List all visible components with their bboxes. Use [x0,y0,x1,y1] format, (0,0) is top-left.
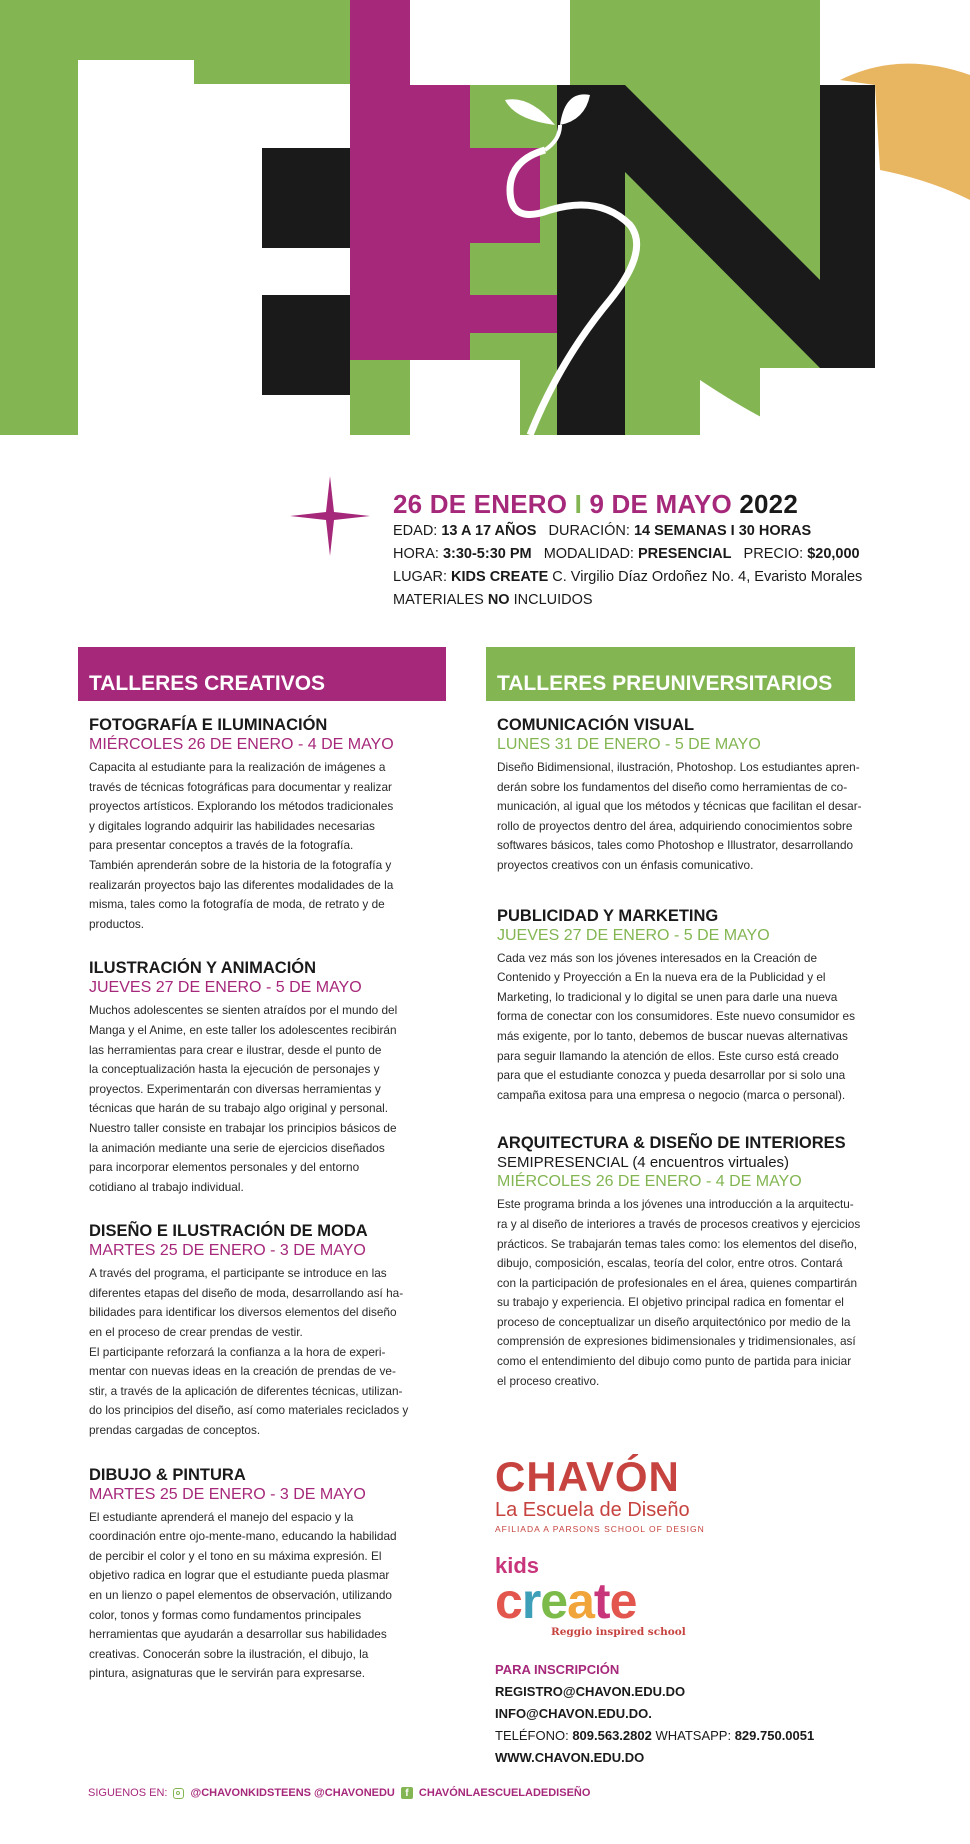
precio-value: $20,000 [807,546,860,562]
date-separator: I [574,489,583,519]
info-row-lugar [393,566,953,589]
social-label: SIGUENOS EN: [88,1787,168,1799]
course-title: ARQUITECTURA & DISEÑO DE INTERIORES [497,1134,846,1153]
talleres-preuniversitarios-header: TALLERES PREUNIVERSITARIOS [486,647,855,701]
inscripcion-title: PARA INSCRIPCIÓN [495,1662,620,1677]
reggio-tagline: Reggio inspired school [551,1626,686,1638]
course-dibujo [89,1465,448,1684]
contact-block [495,1659,814,1769]
course-ilustracion [89,958,448,1197]
website-link[interactable]: WWW.CHAVON.EDU.DO [495,1750,645,1765]
phone-number[interactable]: 809.563.2802 [572,1728,652,1743]
brand-logos [495,1455,705,1639]
course-description: A través del programa, el participante se introduce en las diferentes etapas del diseño de moda, desarrollando así ha- bilidades para identificar los diversos elementos del diseño en el proceso de crear prendas de vestir. El participante reforzará la confianza a la hora de experi- mentar con nuevas ideas en la creación de prendas de ve- stir, a través de la aplicación de diferentes técnicas, utilizan- do los principios del diseño, así como materiales reciclados y prendas cargadas de conceptos. [89,1266,409,1438]
date-start: 26 DE ENERO [393,489,568,519]
course-schedule: MIÉRCOLES 26 DE ENERO - 4 DE MAYO [89,736,394,753]
course-schedule: MARTES 25 DE ENERO - 3 DE MAYO [89,1242,366,1260]
chavon-affiliation: AFILIADA A PARSONS SCHOOL OF DESIGN [495,1524,705,1534]
info-row-hora [393,543,953,566]
talleres-creativos-header: TALLERES CREATIVOS [78,647,446,701]
facebook-handle[interactable]: CHAVÓNLAESCUELADEDISEÑO [418,1787,591,1799]
precio-label: PRECIO: [743,546,804,562]
instagram-handles[interactable]: @CHAVONKIDSTEENS @CHAVONEDU [190,1787,395,1799]
course-schedule: LUNES 31 DE ENERO - 5 DE MAYO [497,736,761,753]
teens-letters-art [0,0,970,435]
date-end: 9 DE MAYO [589,489,732,519]
course-arquitectura [497,1133,911,1391]
course-title: PUBLICIDAD Y MARKETING [497,906,719,925]
modalidad-value: PRESENCIAL [637,546,732,562]
course-publicidad [497,906,911,1106]
course-title: DIBUJO & PINTURA [89,1465,246,1484]
hero-teens-graphic [0,0,970,435]
course-title: COMUNICACIÓN VISUAL [497,716,695,734]
sparkle-star-icon [290,476,370,556]
course-schedule: JUEVES 27 DE ENERO - 5 DE MAYO [497,926,770,944]
email-registro-link[interactable]: REGISTRO@CHAVON.EDU.DO [495,1684,686,1699]
edad-value: 13 A 17 AÑOS [441,523,537,539]
course-description: Muchos adolescentes se sienten atraídos por el mundo del Manga y el Anime, en este taller los adolescentes recibirán las herramientas para crear e ilustrar, desde el punto de la conceptualización hasta la ejecución de personajes y proyectos. Experimentarán con diversas herramientas y técnicas que harán de su trabajo algo original y personal. Nuestro taller consiste en trabajar los principios básicos de la animación mediante una serie de ejercicios diseñados para incorporar elementos personales y del entorno cotidiano al trabajo individual. [89,1003,398,1194]
whatsapp-label: WHATSAPP: [655,1728,732,1743]
course-description: Capacita al estudiante para la realización de imágenes a través de técnicas fotográficas para documentar y realizar proyectos artísticos. Explorando los métodos tradicionales y digitales logrando adquirir las habilidades necesarias para presentar conceptos a través de la fotografía. También aprenderán sobre de la historia de la fotografía y realizarán proyectos bajo las diferentes modalidades de la misma, tales como la fotografía de moda, de retrato y de productos. [89,760,394,931]
chavon-logo: CHAVÓN [495,1453,680,1500]
course-description: El estudiante aprenderá el manejo del espacio y la coordinación entre ojo-mente-mano, educando la habilidad de percibir el color y el tono en su máxima expresión. El objetivo radica en lograr que el estudiante pueda plasmar en un lienzo o papel elementos de observación, utilizando color, tonos y formas como fundamentos principales herramientas que ayudarán a desarrollar sus habilidades creativas. Conocerán sobre la ilustración, el dibujo, la pintura, asignaturas que le servirán para expresarse. [89,1509,397,1681]
modalidad-label: MODALIDAD: [543,546,634,562]
course-moda [89,1221,448,1440]
lugar-address: C. Virgilio Díaz Ordoñez No. 4, Evaristo Morales [552,569,863,585]
course-schedule: MARTES 25 DE ENERO - 3 DE MAYO [89,1485,366,1503]
facebook-icon: f [401,1787,413,1799]
kids-logo-word: kids [495,1553,540,1578]
materiales-pre: MATERIALES [393,592,484,608]
info-row-materiales [393,589,953,612]
course-title: FOTOGRAFÍA E ILUMINACIÓN [89,716,328,734]
course-description: Cada vez más son los jóvenes interesados en la Creación de Contenido y Proyección a En la nueva era de la Publicidad y el Marketing, lo tradicional y lo digital se unen para darle una nueva forma de conectar con los consumidores. Este nuevo consumidor es más exigente, por lo tanto, debemos de buscar nuevas alternativas para seguir llamando la atención de ellos. Este curso está creado para que el estudiante conozca y pueda desarrollar por si solo una campaña exitosa para una empresa o negocio (marca o personal). [497,950,856,1102]
duracion-label: DURACIÓN: [548,523,630,539]
course-subtitle: SEMIPRESENCIAL (4 encuentros virtuales) [497,1154,790,1172]
course-schedule: JUEVES 27 DE ENERO - 5 DE MAYO [89,979,362,997]
talleres-creativos-column [78,647,448,1684]
event-dates [393,488,953,520]
whatsapp-number[interactable]: 829.750.0051 [734,1728,815,1743]
event-year: 2022 [739,489,798,519]
talleres-preuniversitarios-column [486,647,911,1391]
course-description: Este programa brinda a los jóvenes una introducción a la arquitectu- ra y al diseño de interiores a través de procesos creativos y ejercicios prácticos. Se trabajarán temas tales como: los elementos del diseño, dibujo, composición, escalas, teoría del color, entre otros. Contará con la participación de profesionales en el área, quienes compartirán su trabajo y experiencia. El objetivo principal radica en fomentar el proceso de conceptualizar un diseño arquitectónico por medio de la comprensión de expresiones bidimensionales y tridimensionales, así como el entendimiento del dibujo como punto de partida para iniciar el proceso creativo. [497,1197,861,1388]
course-schedule: MIÉRCOLES 26 DE ENERO - 4 DE MAYO [497,1173,802,1191]
course-fotografia [89,715,448,934]
phone-label: TELÉFONO: [495,1728,569,1743]
duracion-value: 14 SEMANAS I 30 HORAS [633,523,812,539]
chavon-tagline: La Escuela de Diseño [495,1499,690,1521]
course-title: DISEÑO E ILUSTRACIÓN DE MODA [89,1222,368,1241]
course-title: ILUSTRACIÓN Y ANIMACIÓN [89,959,317,978]
hora-label: HORA: [393,546,439,562]
materiales-post: INCLUIDOS [513,592,593,608]
lugar-value: KIDS CREATE [451,569,549,585]
hora-value: 3:30-5:30 PM [442,546,532,562]
event-info [393,488,953,612]
phone-row [495,1725,814,1747]
social-footer [88,1787,590,1799]
lugar-label: LUGAR: [393,569,447,585]
create-logo-word: create [495,1573,637,1629]
info-row-edad [393,520,953,543]
edad-label: EDAD: [393,523,438,539]
materiales-no: NO [487,592,510,608]
course-description: Diseño Bidimensional, ilustración, Photoshop. Los estudiantes apren- derán sobre los fundamentos del diseño como herramientas de co- municación, al igual que los métodos y técnicas que facilitan el desar- rollo de proyectos dentro del área, adquiriendo conocimientos sobre softwares básicos, tales como Photoshop e Illustrator, desarrollando proyectos creativos con un énfasis comunicativo. [497,760,862,872]
instagram-icon [173,1788,184,1799]
email-info-link[interactable]: INFO@CHAVON.EDU.DO. [495,1706,652,1721]
course-comunicacion [497,715,911,876]
